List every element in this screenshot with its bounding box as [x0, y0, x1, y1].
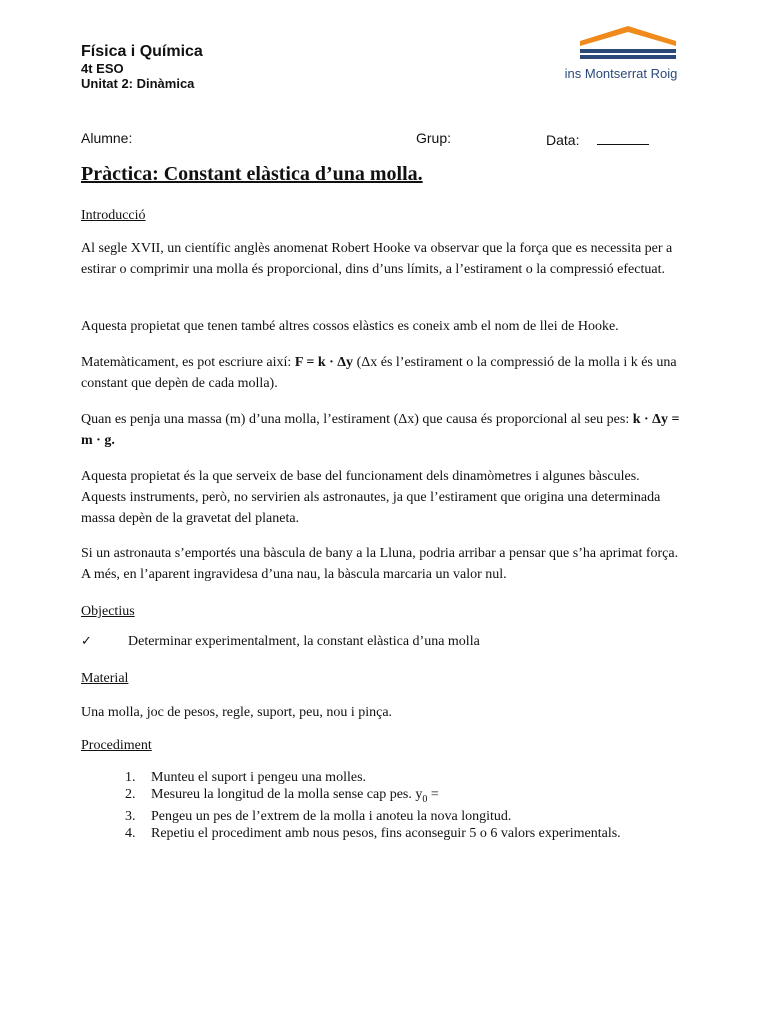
intro-paragraph-3: Matemàticament, es pot escriure així: F = k · Δy (Δx és l’estirament o la compressió de la molla i k és una constant que depèn de cada molla).	[81, 355, 677, 391]
hooke-formula: F = k · Δy	[294, 355, 354, 370]
group-field-label: Grup:	[416, 130, 452, 146]
objective-text: Determinar experimentalment, la constant elàstica d’una molla	[128, 634, 480, 649]
intro-heading: Introducció	[81, 208, 146, 223]
intro-paragraph-5: Aquesta propietat és la que serveix de base del funcionament dels dinamòmetres i algunes bàscules. Aquests instruments, però, no servirien als astronautes, ja que l’estirament que origina una determinada massa depèn de la gravetat del planeta.	[81, 469, 661, 526]
objectives-heading: Objectius	[81, 604, 135, 619]
date-field	[546, 130, 649, 148]
student-field-label: Alumne:	[81, 130, 133, 146]
procedure-steps	[125, 769, 621, 842]
date-field-label: Data:	[546, 132, 580, 148]
list-item: 3. Pengeu un pes de l’extrem de la molla i anoteu la nova longitud.	[125, 808, 512, 824]
school-logo-icon	[578, 25, 678, 63]
material-heading: Material	[81, 671, 129, 686]
course-label: 4t ESO	[81, 61, 124, 76]
school-logo-text: ins Montserrat Roig	[564, 66, 678, 81]
intro-paragraph-2: Aquesta propietat que tenen també altres cossos elàstics es coneix amb el nom de llei de Hooke.	[81, 319, 619, 334]
list-item: 1. Munteu el suport i pengeu una molles.	[125, 770, 367, 785]
intro-paragraph-1: Al segle XVII, un científic anglès anomenat Robert Hooke va observar que la força que es necessita per a estirar o comprimir una molla és proporcional, dins d’uns límits, a l’estirament o la compressió efectuat.	[81, 241, 673, 277]
intro-paragraph-4: Quan es penja una massa (m) d’una molla, l’estirament (Δx) que causa és proporcional al seu pes: k · Δy = m · g.	[81, 412, 680, 448]
intro-paragraph-6: Si un astronauta s’emportés una bàscula de bany a la Lluna, podria arribar a pensar que s’ha aprimat força. A més, en l’aparent ingravidesa d’una nau, la bàscula marcaria un valor nul.	[81, 546, 679, 582]
weight-formula: k · Δy = m · g.	[81, 412, 680, 448]
unit-label: Unitat 2: Dinàmica	[81, 76, 195, 91]
checkmark-icon: ✓	[81, 634, 92, 649]
material-text: Una molla, joc de pesos, regle, suport, peu, nou i pinça.	[81, 705, 393, 720]
list-item: 4. Repetiu el procediment amb nous pesos, fins aconseguir 5 o 6 valors experimentals.	[125, 825, 621, 841]
procedure-heading: Procediment	[81, 738, 152, 753]
subject-title: Física i Química	[81, 43, 203, 60]
school-logo	[556, 25, 686, 85]
date-blank-line	[597, 130, 649, 145]
list-item: 2. Mesureu la longitud de la molla sense cap pes. $y_0$ =	[125, 787, 439, 805]
page-title: Pràctica: Constant elàstica d’una molla.	[81, 163, 423, 185]
header-info	[81, 43, 203, 91]
